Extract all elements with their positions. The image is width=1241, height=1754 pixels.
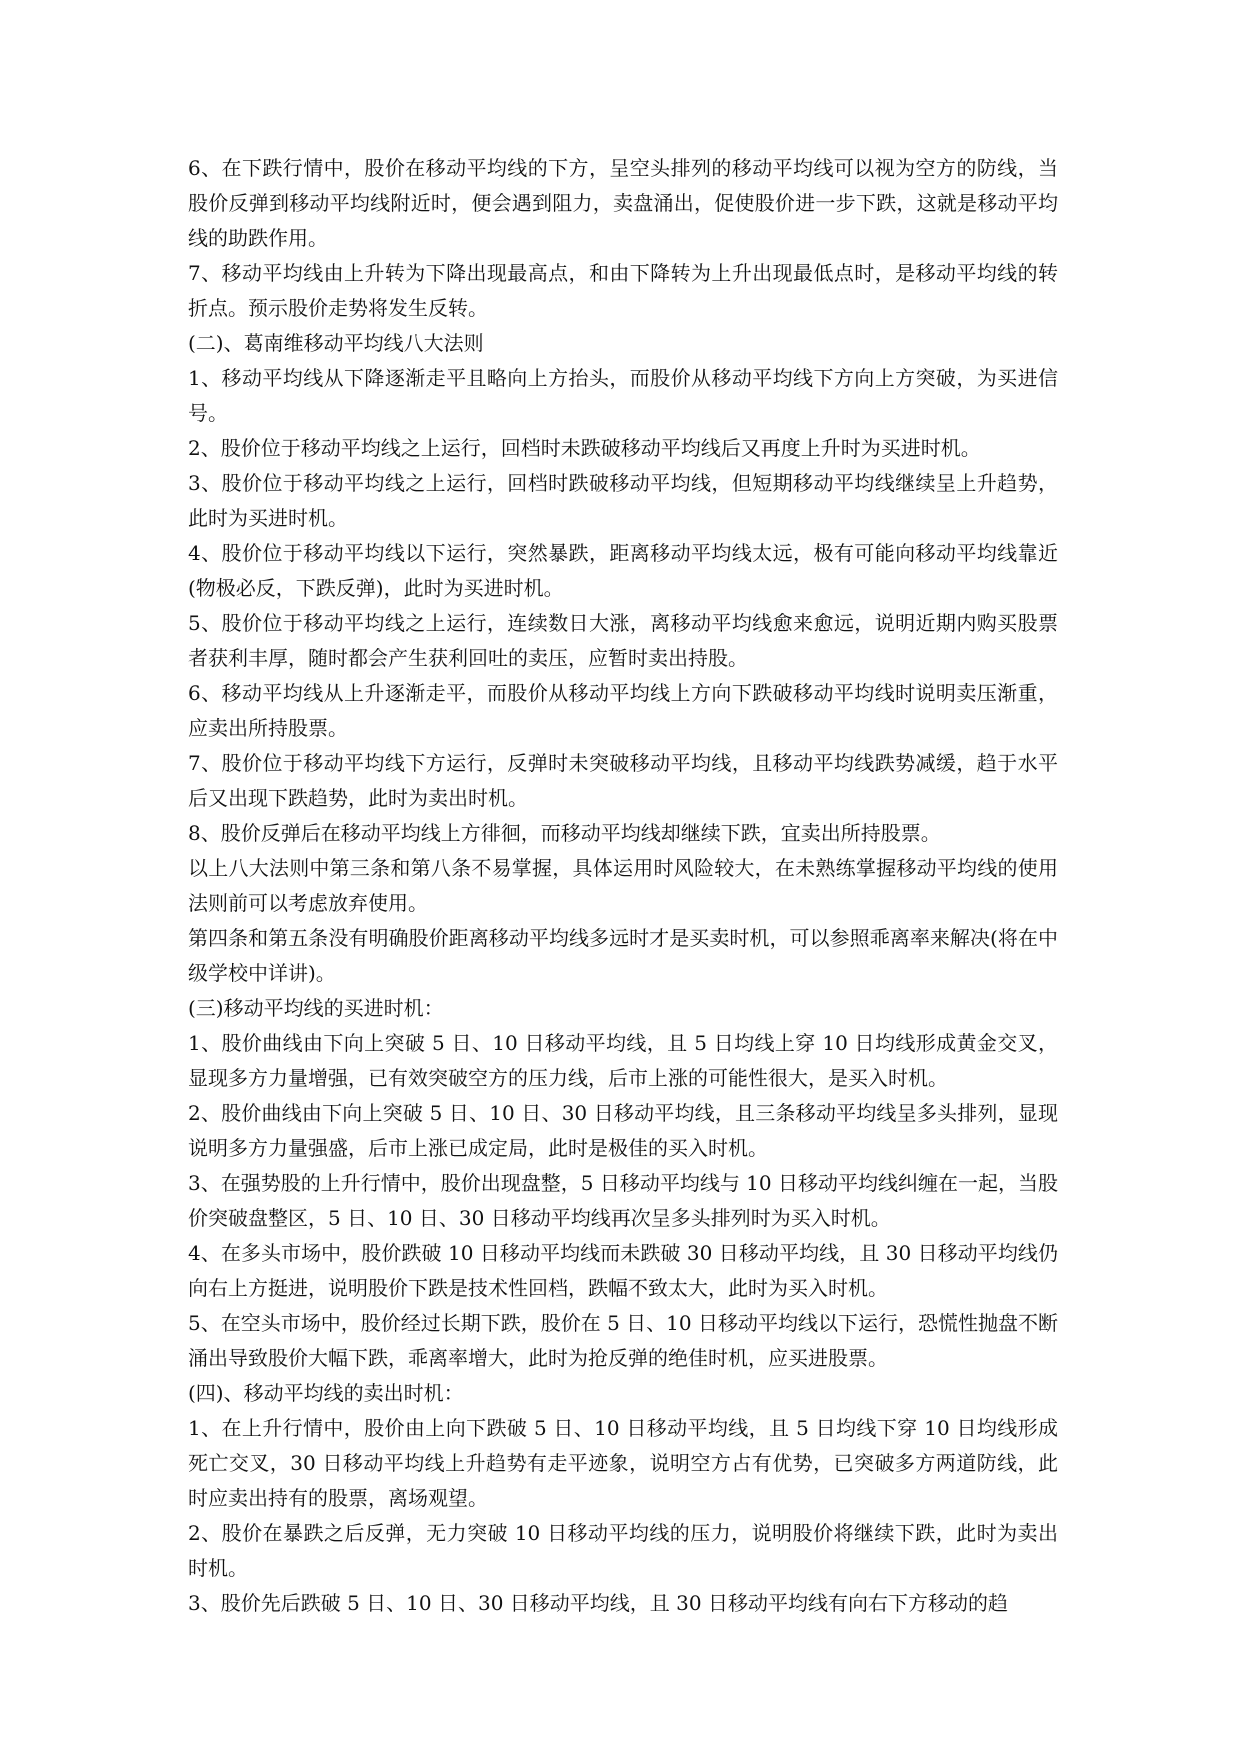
paragraph: 3、股价先后跌破 5 日、10 日、30 日移动平均线，且 30 日移动平均线有向右下方移动的趋 (188, 1591, 1008, 1615)
paragraph: 6、在下跌行情中，股价在移动平均线的下方，呈空头排列的移动平均线可以视为空方的防线，当股价反弹到移动平均线附近时，便会遇到阻力，卖盘涌出，促使股价进一步下跌，这就是移动平均线的助跌作用。 (188, 156, 1058, 250)
paragraph: 8、股价反弹后在移动平均线上方徘徊，而移动平均线却继续下跌，宜卖出所持股票。 (188, 821, 941, 845)
paragraph: 3、股价位于移动平均线之上运行，回档时跌破移动平均线，但短期移动平均线继续呈上升趋势，此时为买进时机。 (188, 471, 1058, 530)
paragraph: 第四条和第五条没有明确股价距离移动平均线多远时才是买卖时机，可以参照乖离率来解决(将在中级学校中详讲)。 (188, 926, 1058, 985)
paragraph: 4、在多头市场中，股价跌破 10 日移动平均线而未跌破 30 日移动平均线，且 30 日移动平均线仍向右上方挺进，说明股价下跌是技术性回档，跌幅不致太大，此时为买入时机。 (188, 1241, 1058, 1300)
paragraph: 以上八大法则中第三条和第八条不易掌握，具体运用时风险较大，在未熟练掌握移动平均线的使用法则前可以考虑放弃使用。 (188, 856, 1058, 915)
paragraph: 4、股价位于移动平均线以下运行，突然暴跌，距离移动平均线太远，极有可能向移动平均线靠近(物极必反，下跌反弹)，此时为买进时机。 (188, 541, 1058, 600)
section-heading: (四)、移动平均线的卖出时机： (188, 1381, 464, 1405)
paragraph: 7、股价位于移动平均线下方运行，反弹时未突破移动平均线，且移动平均线跌势减缓，趋于水平后又出现下跌趋势，此时为卖出时机。 (188, 751, 1058, 810)
paragraph: 5、股价位于移动平均线之上运行，连续数日大涨，离移动平均线愈来愈远，说明近期内购买股票者获利丰厚，随时都会产生获利回吐的卖压，应暂时卖出持股。 (188, 611, 1058, 670)
section-heading: (二)、葛南维移动平均线八大法则 (188, 331, 484, 355)
paragraph: 3、在强势股的上升行情中，股价出现盘整，5 日移动平均线与 10 日移动平均线纠缠在一起，当股价突破盘整区，5 日、10 日、30 日移动平均线再次呈多头排列时为买入时机。 (188, 1171, 1058, 1230)
paragraph: 1、移动平均线从下降逐渐走平且略向上方抬头，而股价从移动平均线下方向上方突破，为买进信号。 (188, 366, 1058, 425)
document-body (188, 151, 1058, 1621)
paragraph: 1、在上升行情中，股价由上向下跌破 5 日、10 日移动平均线，且 5 日均线下穿 10 日均线形成死亡交叉，30 日移动平均线上升趋势有走平迹象，说明空方占有优势，已突破多方两道防线，此时应卖出持有的股票，离场观望。 (188, 1416, 1058, 1510)
paragraph: 2、股价在暴跌之后反弹，无力突破 10 日移动平均线的压力，说明股价将继续下跌，此时为卖出时机。 (188, 1521, 1058, 1580)
paragraph: 6、移动平均线从上升逐渐走平，而股价从移动平均线上方向下跌破移动平均线时说明卖压渐重，应卖出所持股票。 (188, 681, 1058, 740)
paragraph: 2、股价曲线由下向上突破 5 日、10 日、30 日移动平均线，且三条移动平均线呈多头排列，显现说明多方力量强盛，后市上涨已成定局，此时是极佳的买入时机。 (188, 1101, 1058, 1160)
paragraph: 2、股价位于移动平均线之上运行，回档时未跌破移动平均线后又再度上升时为买进时机。 (188, 436, 981, 460)
paragraph: 1、股价曲线由下向上突破 5 日、10 日移动平均线，且 5 日均线上穿 10 日均线形成黄金交叉，显现多方力量增强，已有效突破空方的压力线，后市上涨的可能性很大，是买入时机。 (188, 1031, 1058, 1090)
paragraph: 5、在空头市场中，股价经过长期下跌，股价在 5 日、10 日移动平均线以下运行，恐慌性抛盘不断涌出导致股价大幅下跌，乖离率增大，此时为抢反弹的绝佳时机，应买进股票。 (188, 1311, 1058, 1370)
paragraph: 7、移动平均线由上升转为下降出现最高点，和由下降转为上升出现最低点时，是移动平均线的转折点。预示股价走势将发生反转。 (188, 261, 1058, 320)
section-heading: (三)移动平均线的买进时机： (188, 996, 444, 1020)
